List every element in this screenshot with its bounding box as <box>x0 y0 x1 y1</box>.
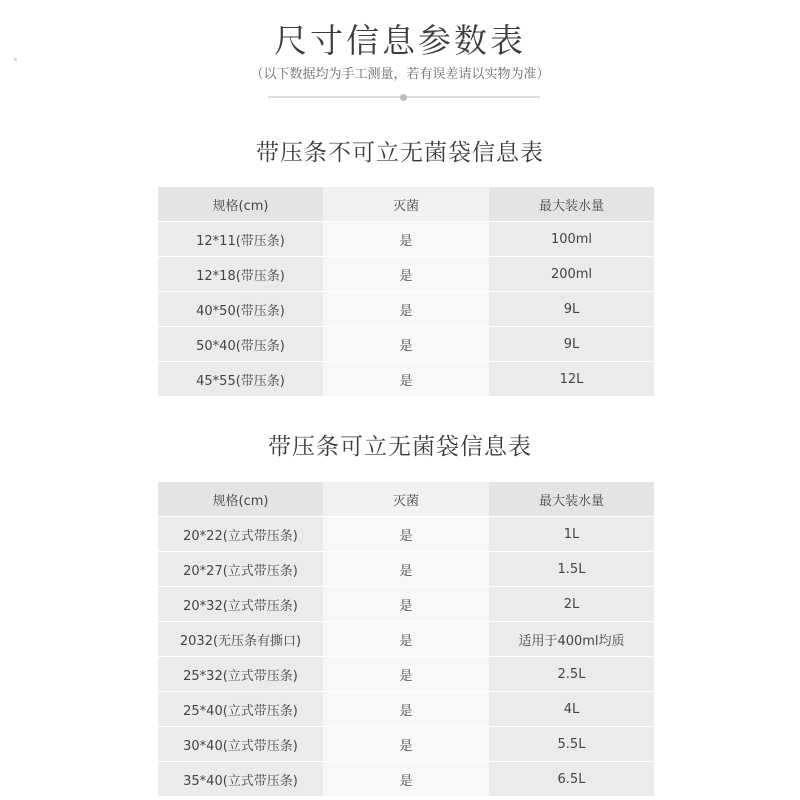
cell-capacity: 5.5L <box>489 727 654 762</box>
table-1-title: 带压条不可立无菌袋信息表 <box>256 140 544 166</box>
cell-capacity: 1L <box>489 517 654 552</box>
column-header-spec: 规格(cm) <box>158 482 323 517</box>
cell-spec: 20*32(立式带压条) <box>158 587 323 622</box>
cell-spec: 35*40(立式带压条) <box>158 762 323 797</box>
table-row <box>158 552 654 587</box>
cell-sterile: 是 <box>323 692 489 727</box>
cell-sterile: 是 <box>323 657 489 692</box>
table-row <box>158 517 654 552</box>
table-2-title: 带压条可立无菌袋信息表 <box>268 434 532 460</box>
cell-capacity: 9L <box>489 327 654 362</box>
table-row <box>158 222 654 257</box>
cell-spec: 20*22(立式带压条) <box>158 517 323 552</box>
cell-sterile: 是 <box>323 552 489 587</box>
cell-capacity: 200ml <box>489 257 654 292</box>
cell-sterile: 是 <box>323 622 489 657</box>
cell-sterile: 是 <box>323 517 489 552</box>
table-row <box>158 657 654 692</box>
table-header-row <box>158 482 654 517</box>
cell-spec: 12*11(带压条) <box>158 222 323 257</box>
table-row <box>158 362 654 397</box>
table-row <box>158 587 654 622</box>
cell-spec: 30*40(立式带压条) <box>158 727 323 762</box>
cell-spec: 2032(无压条有撕口) <box>158 622 323 657</box>
column-header-capacity: 最大装水量 <box>489 482 654 517</box>
table-row <box>158 292 654 327</box>
cell-capacity: 2L <box>489 587 654 622</box>
table-2 <box>158 482 654 797</box>
table-row <box>158 727 654 762</box>
cell-capacity: 6.5L <box>489 762 654 797</box>
cell-capacity: 100ml <box>489 222 654 257</box>
cell-spec: 45*55(带压条) <box>158 362 323 397</box>
cell-sterile: 是 <box>323 292 489 327</box>
table-row <box>158 762 654 797</box>
table-header-row <box>158 187 654 222</box>
table-row <box>158 692 654 727</box>
cell-capacity: 1.5L <box>489 552 654 587</box>
column-header-capacity: 最大装水量 <box>489 187 654 222</box>
cell-capacity: 适用于400ml均质 <box>489 622 654 657</box>
column-header-sterile: 灭菌 <box>323 187 489 222</box>
cell-spec: 12*18(带压条) <box>158 257 323 292</box>
table-row <box>158 622 654 657</box>
cell-sterile: 是 <box>323 362 489 397</box>
cell-capacity: 9L <box>489 292 654 327</box>
cell-capacity: 4L <box>489 692 654 727</box>
cell-spec: 25*32(立式带压条) <box>158 657 323 692</box>
column-header-sterile: 灭菌 <box>323 482 489 517</box>
table-row <box>158 327 654 362</box>
cell-sterile: 是 <box>323 762 489 797</box>
cell-sterile: 是 <box>323 327 489 362</box>
title-divider-dot <box>400 94 407 101</box>
table-row <box>158 257 654 292</box>
page-title: 尺寸信息参数表 <box>274 21 526 60</box>
cell-spec: 25*40(立式带压条) <box>158 692 323 727</box>
column-header-spec: 规格(cm) <box>158 187 323 222</box>
cell-capacity: 2.5L <box>489 657 654 692</box>
cell-spec: 40*50(带压条) <box>158 292 323 327</box>
cell-sterile: 是 <box>323 727 489 762</box>
cell-sterile: 是 <box>323 257 489 292</box>
cell-spec: 20*27(立式带压条) <box>158 552 323 587</box>
page-subtitle: （以下数据均为手工测量，若有误差请以实物为准） <box>250 67 550 82</box>
table-1 <box>158 187 654 397</box>
cell-capacity: 12L <box>489 362 654 397</box>
cell-sterile: 是 <box>323 222 489 257</box>
cell-spec: 50*40(带压条) <box>158 327 323 362</box>
cell-sterile: 是 <box>323 587 489 622</box>
